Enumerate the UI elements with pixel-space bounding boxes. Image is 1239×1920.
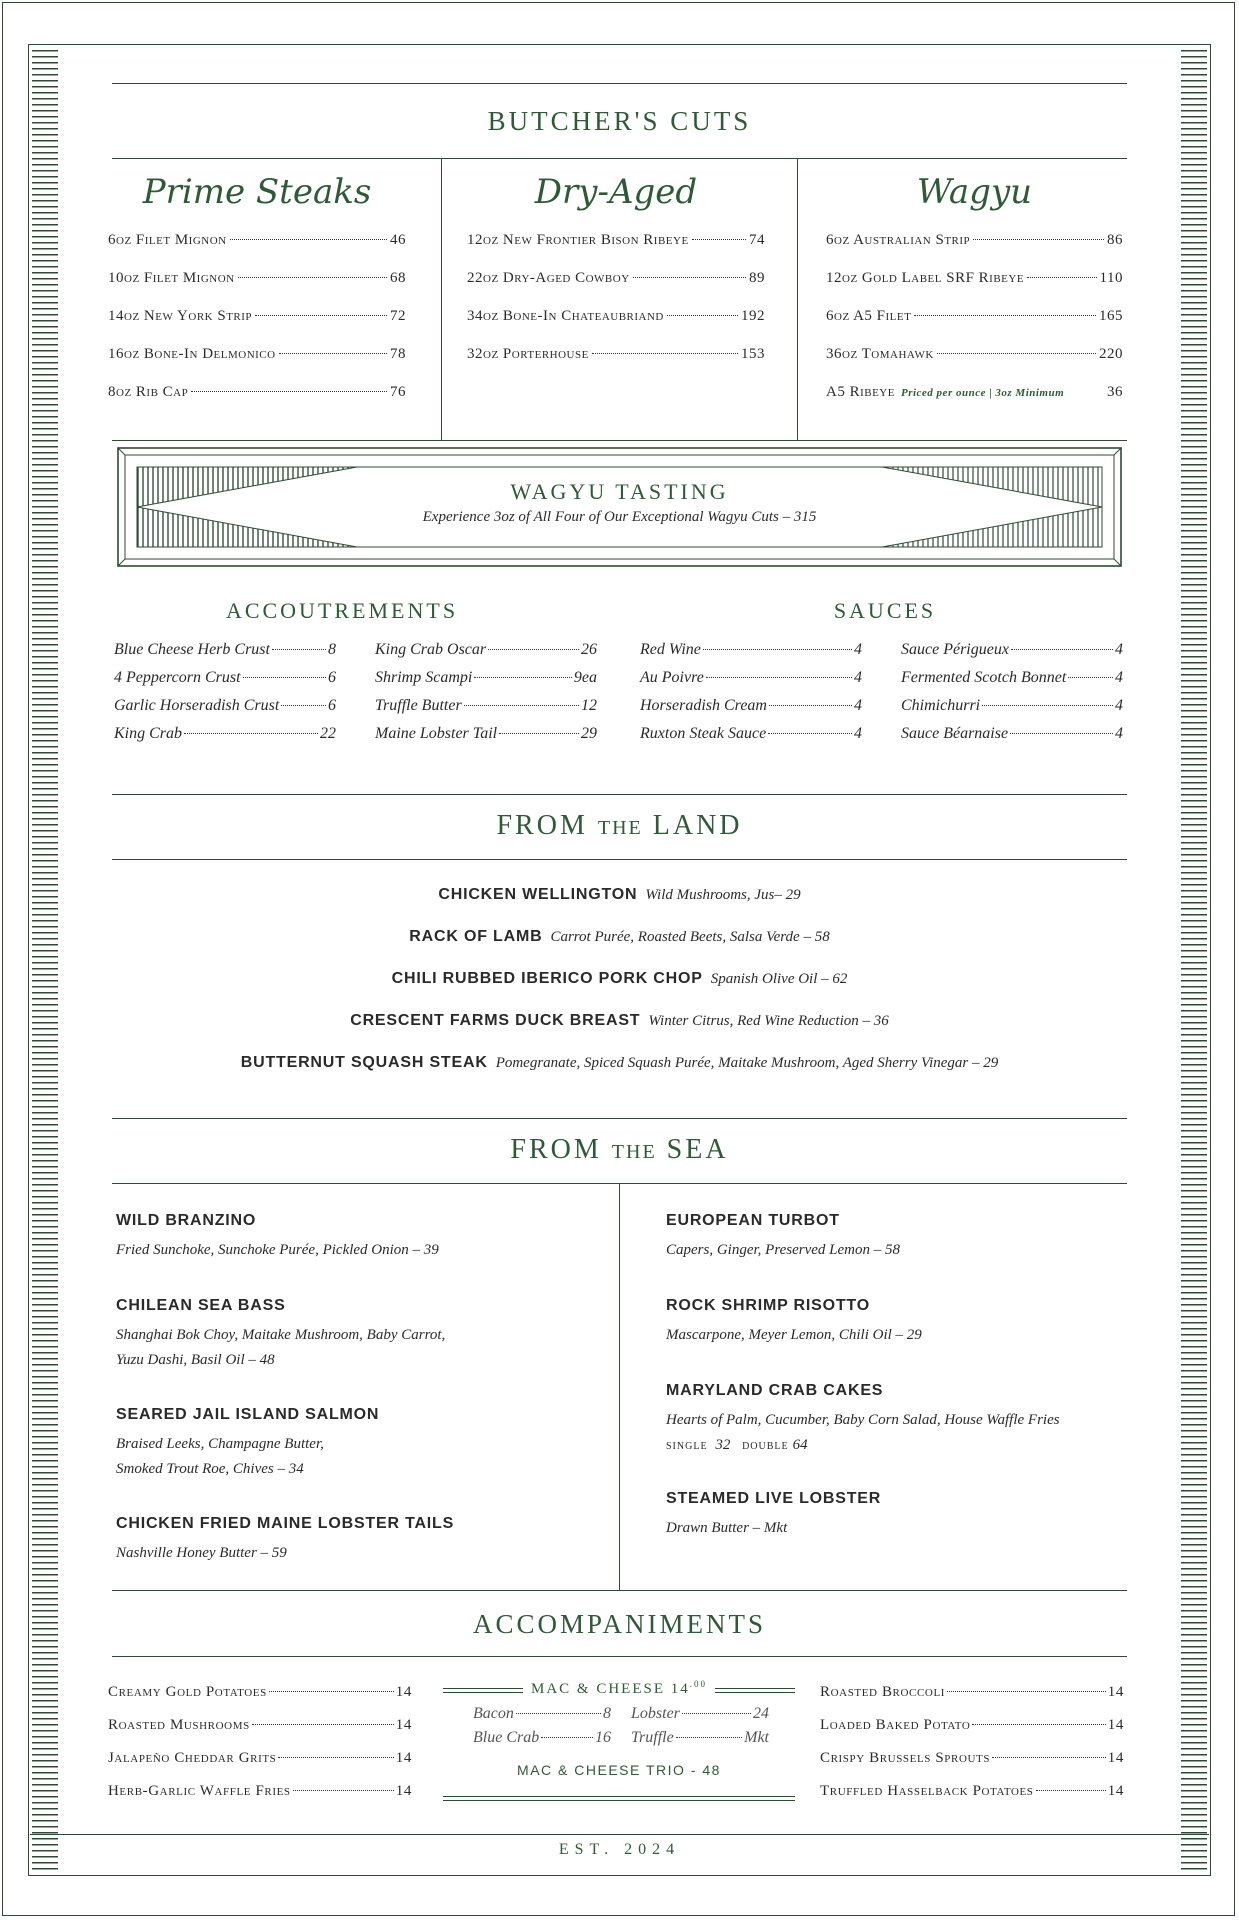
leader-dots <box>973 239 1104 240</box>
accompaniments-title: ACCOMPANIMENTS <box>472 1609 767 1639</box>
dish-desc: Spanish Olive Oil – 62 <box>710 971 848 987</box>
leader-dots <box>464 705 579 706</box>
sauces-row <box>640 697 862 725</box>
sauces-name: Ruxton Steak Sauce <box>640 725 767 742</box>
dish-name: CHICKEN FRIED MAINE LOBSTER TAILS <box>116 1515 455 1532</box>
dish-desc: Carrot Purée, Roasted Beets, Salsa Verde – 58 <box>550 929 830 945</box>
sauces-row <box>640 669 862 697</box>
mac-title-sup: .00 <box>689 1679 707 1689</box>
size-label: DOUBLE <box>742 1441 789 1452</box>
accoutrements-price: 6 <box>328 697 336 714</box>
title-part: THE <box>597 817 643 839</box>
from-the-sea-title <box>112 1134 1127 1166</box>
cut-row <box>826 270 1123 308</box>
accompaniments-left <box>108 1684 412 1816</box>
accompaniment-name: Loaded Baked Potato <box>820 1717 971 1733</box>
column-divider <box>441 159 442 440</box>
accoutrements-price: 6 <box>328 669 336 686</box>
sea-dish <box>116 1212 596 1263</box>
dish-desc: Pomegranate, Spiced Squash Purée, Maitake Mushroom, Aged Sherry Vinegar – 29 <box>495 1055 999 1071</box>
cut-name: 36oz Tomahawk <box>826 346 934 362</box>
sauces-row <box>901 697 1123 725</box>
mac-cheese-title-wrap <box>443 1679 795 1698</box>
leader-dots <box>269 1691 394 1692</box>
accoutrements-name: Truffle Butter <box>375 697 462 714</box>
sauces-price: 4 <box>1115 669 1123 686</box>
size-price: 64 <box>792 1437 808 1453</box>
wagyu-tasting-title: WAGYU TASTING <box>510 479 729 504</box>
cut-row <box>467 270 765 308</box>
sauces-price: 4 <box>854 669 862 686</box>
cut-price: 192 <box>741 308 765 324</box>
cut-name: 8oz Rib Cap <box>108 384 189 400</box>
dish-name: RACK OF LAMB <box>409 928 543 945</box>
accoutrements-row <box>114 669 336 697</box>
leader-dots <box>1068 677 1113 678</box>
accoutrements-price: 26 <box>581 641 597 658</box>
sauces-price: 4 <box>854 725 862 742</box>
cut-row <box>826 384 1123 422</box>
leader-dots <box>230 239 387 240</box>
dish-name: ROCK SHRIMP RISOTTO <box>666 1297 870 1314</box>
divider <box>112 440 1127 441</box>
accoutrements-row <box>375 641 597 669</box>
leader-dots <box>982 705 1113 706</box>
divider <box>112 794 1127 795</box>
accoutrements-col2 <box>375 641 597 753</box>
accompaniment-price: 14 <box>1107 1783 1124 1799</box>
cut-name: 34oz Bone-In Chateaubriand <box>467 308 664 324</box>
accompaniment-price: 14 <box>1107 1750 1124 1766</box>
divider <box>443 1796 795 1797</box>
leader-dots <box>191 391 387 392</box>
from-the-land-title <box>112 810 1127 842</box>
sauces-name: Au Poivre <box>640 669 704 686</box>
dish-name: SEARED JAIL ISLAND SALMON <box>116 1406 380 1423</box>
cut-price: 76 <box>390 384 406 400</box>
land-dish <box>112 1012 1127 1030</box>
accoutrements-name: Blue Cheese Herb Crust <box>114 641 270 658</box>
mac-addon-price: 8 <box>603 1705 611 1722</box>
accompaniment-row <box>108 1783 412 1816</box>
leader-dots <box>279 353 387 354</box>
dish-desc: Mascarpone, Meyer Lemon, Chili Oil – 29 <box>666 1327 922 1343</box>
banner-ornament <box>117 447 1122 567</box>
accoutrements-col1 <box>114 641 336 753</box>
accompaniment-row <box>820 1783 1124 1816</box>
sauces-price: 4 <box>1115 725 1123 742</box>
cut-name: 14oz New York Strip <box>108 308 253 324</box>
leader-dots <box>272 649 326 650</box>
cut-name: A5 Ribeye <box>826 384 895 400</box>
cut-name: 32oz Porterhouse <box>467 346 589 362</box>
footer-rule <box>30 1834 1209 1835</box>
leader-dots <box>706 677 852 678</box>
title-part: THE <box>611 1141 657 1163</box>
accompaniment-name: Truffled Hasselback Potatoes <box>820 1783 1034 1799</box>
leader-dots <box>972 1724 1105 1725</box>
dish-desc: Braised Leeks, Champagne Butter, <box>116 1436 324 1452</box>
sea-dish <box>666 1212 1146 1263</box>
sauces-name: Sauce Béarnaise <box>901 725 1009 742</box>
accompaniment-name: Creamy Gold Potatoes <box>108 1684 267 1700</box>
cut-price: 153 <box>741 346 765 362</box>
leader-dots <box>293 1790 394 1791</box>
dry-aged-column <box>467 162 765 440</box>
land-dish <box>112 970 1127 988</box>
sauces-name: Red Wine <box>640 641 701 658</box>
sauces-price: 4 <box>1115 641 1123 658</box>
accoutrements-price: 9ea <box>573 669 597 686</box>
mac-addon-price: Mkt <box>744 1729 769 1746</box>
accompaniment-price: 14 <box>1107 1717 1124 1733</box>
sauces-name: Chimichurri <box>901 697 981 714</box>
cut-price: 110 <box>1099 270 1123 286</box>
est-2024: EST. 2024 <box>558 1841 681 1858</box>
cut-name: 12oz New Frontier Bison Ribeye <box>467 232 689 248</box>
leader-dots <box>768 733 852 734</box>
sauces-col1 <box>640 641 862 753</box>
butchers-cuts-title: BUTCHER'S CUTS <box>487 106 752 136</box>
land-dish <box>112 928 1127 946</box>
leader-dots <box>1010 733 1113 734</box>
accompaniment-row <box>820 1717 1124 1750</box>
cut-price: 72 <box>390 308 406 324</box>
dish-name: MARYLAND CRAB CAKES <box>666 1382 884 1399</box>
sauces-row <box>901 641 1123 669</box>
sauces-row <box>640 641 862 669</box>
accoutrements-row <box>375 697 597 725</box>
dish-desc: Smoked Trout Roe, Chives – 34 <box>116 1461 304 1477</box>
accoutrements-name: King Crab <box>114 725 183 742</box>
right-border-hatch <box>1181 50 1207 1872</box>
accompaniment-row <box>108 1717 412 1750</box>
leader-dots <box>937 353 1096 354</box>
sauces-title: SAUCES <box>833 598 937 623</box>
dish-desc: Hearts of Palm, Cucumber, Baby Corn Salad, House Waffle Fries <box>666 1412 1060 1428</box>
cut-row <box>826 346 1123 384</box>
leader-dots <box>281 705 326 706</box>
accompaniment-name: Roasted Mushrooms <box>108 1717 250 1733</box>
divider <box>443 1800 795 1801</box>
sauces-row <box>901 725 1123 753</box>
sauces-col2 <box>901 641 1123 753</box>
accompaniment-name: Jalapeño Cheddar Grits <box>108 1750 277 1766</box>
leader-dots <box>499 733 579 734</box>
dish-desc: Yuzu Dashi, Basil Oil – 48 <box>116 1352 275 1368</box>
sea-dish <box>116 1515 596 1566</box>
dish-desc: Winter Citrus, Red Wine Reduction – 36 <box>648 1013 889 1029</box>
leader-dots <box>633 277 746 278</box>
wagyu-column <box>826 162 1123 440</box>
cut-row <box>108 270 406 308</box>
sea-dish <box>116 1406 596 1482</box>
accoutrements-price: 8 <box>328 641 336 658</box>
title-part: LAND <box>642 810 743 841</box>
accoutrements-name: King Crab Oscar <box>375 641 487 658</box>
dish-desc: Drawn Butter – Mkt <box>666 1520 788 1536</box>
wagyu-tasting-description: Experience 3oz of All Four of Our Exceptional Wagyu Cuts – 315 <box>422 509 817 525</box>
mac-cheese-trio: MAC & CHEESE TRIO - 48 <box>517 1762 721 1778</box>
leader-dots <box>667 315 738 316</box>
leader-dots <box>238 277 387 278</box>
leader-dots <box>184 733 318 734</box>
mac-addon: Blue Crab <box>473 1729 540 1746</box>
dish-name: EUROPEAN TURBOT <box>666 1212 840 1229</box>
cut-name: 6oz A5 Filet <box>826 308 912 324</box>
dish-desc: Shanghai Bok Choy, Maitake Mushroom, Baby Carrot, <box>116 1327 446 1343</box>
cut-price: 68 <box>390 270 406 286</box>
mac-addon-price: 16 <box>595 1729 611 1746</box>
accoutrements-name: Shrimp Scampi <box>375 669 473 686</box>
cut-name: 6oz Australian Strip <box>826 232 971 248</box>
sea-dish <box>666 1382 1146 1459</box>
cut-row <box>108 308 406 346</box>
sauces-price: 4 <box>854 697 862 714</box>
cut-row <box>467 308 765 346</box>
accoutrements-row <box>114 641 336 669</box>
accompaniment-row <box>108 1684 412 1717</box>
title-part: SEA <box>656 1134 729 1165</box>
leader-dots <box>703 649 852 650</box>
leader-dots <box>992 1757 1106 1758</box>
dish-name: CHICKEN WELLINGTON <box>438 886 638 903</box>
sauces-price: 4 <box>854 641 862 658</box>
cut-row <box>108 384 406 422</box>
dish-name: CRESCENT FARMS DUCK BREAST <box>350 1012 641 1029</box>
accoutrements-row <box>114 697 336 725</box>
title-part: FROM <box>510 1134 612 1165</box>
leader-dots <box>1011 649 1113 650</box>
accoutrements-name: Maine Lobster Tail <box>375 725 498 742</box>
prime-steaks-column <box>108 162 406 440</box>
size-price: 32 <box>711 1437 735 1453</box>
mac-title-text: MAC & CHEESE 14 <box>530 1681 690 1697</box>
leader-dots <box>769 705 852 706</box>
divider <box>112 1656 1127 1657</box>
sauces-row <box>640 725 862 753</box>
mac-cheese-title <box>523 1681 715 1697</box>
cut-price: 46 <box>390 232 406 248</box>
dry-aged-heading: Dry-Aged <box>534 172 698 212</box>
leader-dots <box>914 315 1096 316</box>
accompaniment-price: 14 <box>395 1717 412 1733</box>
cut-name: 22oz Dry-Aged Cowboy <box>467 270 630 286</box>
dish-name: STEAMED LIVE LOBSTER <box>666 1490 882 1507</box>
divider <box>112 83 1127 84</box>
land-dish <box>112 886 1127 904</box>
accompaniment-row <box>820 1684 1124 1717</box>
land-dish <box>112 1054 1127 1072</box>
accompaniment-row <box>820 1750 1124 1783</box>
leader-dots <box>255 315 387 316</box>
accoutrements-price: 29 <box>581 725 597 742</box>
dish-name: CHILI RUBBED IBERICO PORK CHOP <box>391 970 703 987</box>
cut-name: 6oz Filet Mignon <box>108 232 227 248</box>
cut-price: 74 <box>749 232 765 248</box>
cut-price: 220 <box>1099 346 1123 362</box>
mac-cheese-box <box>443 1678 795 1808</box>
dish-name: WILD BRANZINO <box>116 1212 257 1229</box>
sauces-name: Horseradish Cream <box>640 697 767 714</box>
prime-steaks-heading: Prime Steaks <box>142 172 372 212</box>
accoutrements-title: ACCOUTREMENTS <box>225 598 459 623</box>
leader-dots <box>1027 277 1096 278</box>
accompaniments-right <box>820 1684 1124 1816</box>
sauces-name: Sauce Périgueux <box>901 641 1009 658</box>
wagyu-tasting-banner <box>117 447 1122 567</box>
cut-row <box>467 346 765 384</box>
leader-dots <box>692 239 746 240</box>
left-border-hatch <box>32 50 58 1872</box>
cut-price: 86 <box>1107 232 1123 248</box>
title-part: FROM <box>496 810 598 841</box>
accoutrements-row <box>375 725 597 753</box>
cut-price: 36 <box>1107 384 1123 400</box>
sea-dish <box>666 1297 1146 1348</box>
dish-desc: Capers, Ginger, Preserved Lemon – 58 <box>666 1242 901 1258</box>
leader-dots <box>592 353 738 354</box>
column-divider <box>797 159 798 440</box>
dish-desc: Nashville Honey Butter – 59 <box>116 1545 287 1561</box>
cut-name: 16oz Bone-In Delmonico <box>108 346 276 362</box>
wagyu-heading: Wagyu <box>916 172 1033 212</box>
leader-dots <box>243 677 326 678</box>
leader-dots <box>252 1724 394 1725</box>
cut-row <box>826 232 1123 270</box>
dish-name: BUTTERNUT SQUASH STEAK <box>240 1054 488 1071</box>
leader-dots <box>1036 1790 1106 1791</box>
leader-dots <box>278 1757 393 1758</box>
accoutrements-name: Garlic Horseradish Crust <box>114 697 280 714</box>
accoutrements-row <box>375 669 597 697</box>
column-divider <box>619 1184 620 1590</box>
dish-desc: Fried Sunchoke, Sunchoke Purée, Pickled Onion – 39 <box>116 1242 439 1258</box>
divider <box>112 1118 1127 1119</box>
accompaniment-name: Herb-Garlic Waffle Fries <box>108 1783 291 1799</box>
leader-dots <box>488 649 579 650</box>
accompaniment-name: Crispy Brussels Sprouts <box>820 1750 991 1766</box>
cut-name: 10oz Filet Mignon <box>108 270 235 286</box>
accompaniment-name: Roasted Broccoli <box>820 1684 946 1700</box>
leader-dots <box>947 1691 1106 1692</box>
cut-note: Priced per ounce | 3oz Minimum <box>900 387 1065 399</box>
cut-price: 165 <box>1099 308 1123 324</box>
divider <box>112 158 1127 159</box>
mac-addon: Bacon <box>473 1705 514 1722</box>
cut-name: 12oz Gold Label SRF Ribeye <box>826 270 1025 286</box>
accoutrements-price: 22 <box>320 725 336 742</box>
size-label: SINGLE <box>666 1441 708 1452</box>
dish-name: CHILEAN SEA BASS <box>116 1297 286 1314</box>
divider <box>112 859 1127 860</box>
mac-addon: Lobster <box>631 1705 680 1722</box>
sauces-row <box>901 669 1123 697</box>
accoutrements-price: 12 <box>581 697 597 714</box>
mac-addon: Truffle <box>631 1729 674 1746</box>
accompaniment-price: 14 <box>395 1684 412 1700</box>
accompaniment-price: 14 <box>395 1750 412 1766</box>
cut-price: 78 <box>390 346 406 362</box>
dish-desc-sizes <box>666 1433 1146 1459</box>
sauces-price: 4 <box>1115 697 1123 714</box>
mac-addon-col1 <box>473 1705 611 1753</box>
mac-addon-price: 24 <box>753 1705 769 1722</box>
sauces-name: Fermented Scotch Bonnet <box>901 669 1067 686</box>
cut-row <box>467 232 765 270</box>
cut-row <box>826 308 1123 346</box>
sea-dish <box>116 1297 596 1373</box>
divider <box>112 1590 1127 1591</box>
accoutrements-row <box>114 725 336 753</box>
dish-desc: Wild Mushrooms, Jus– 29 <box>645 887 801 903</box>
cut-row <box>108 346 406 384</box>
accompaniment-price: 14 <box>395 1783 412 1799</box>
cut-price: 89 <box>749 270 765 286</box>
mac-addon-col2 <box>631 1705 769 1753</box>
accompaniment-row <box>108 1750 412 1783</box>
accoutrements-name: 4 Peppercorn Crust <box>114 669 241 686</box>
accompaniment-price: 14 <box>1107 1684 1124 1700</box>
cut-row <box>108 232 406 270</box>
leader-dots <box>474 677 572 678</box>
sea-dish <box>666 1490 1146 1541</box>
